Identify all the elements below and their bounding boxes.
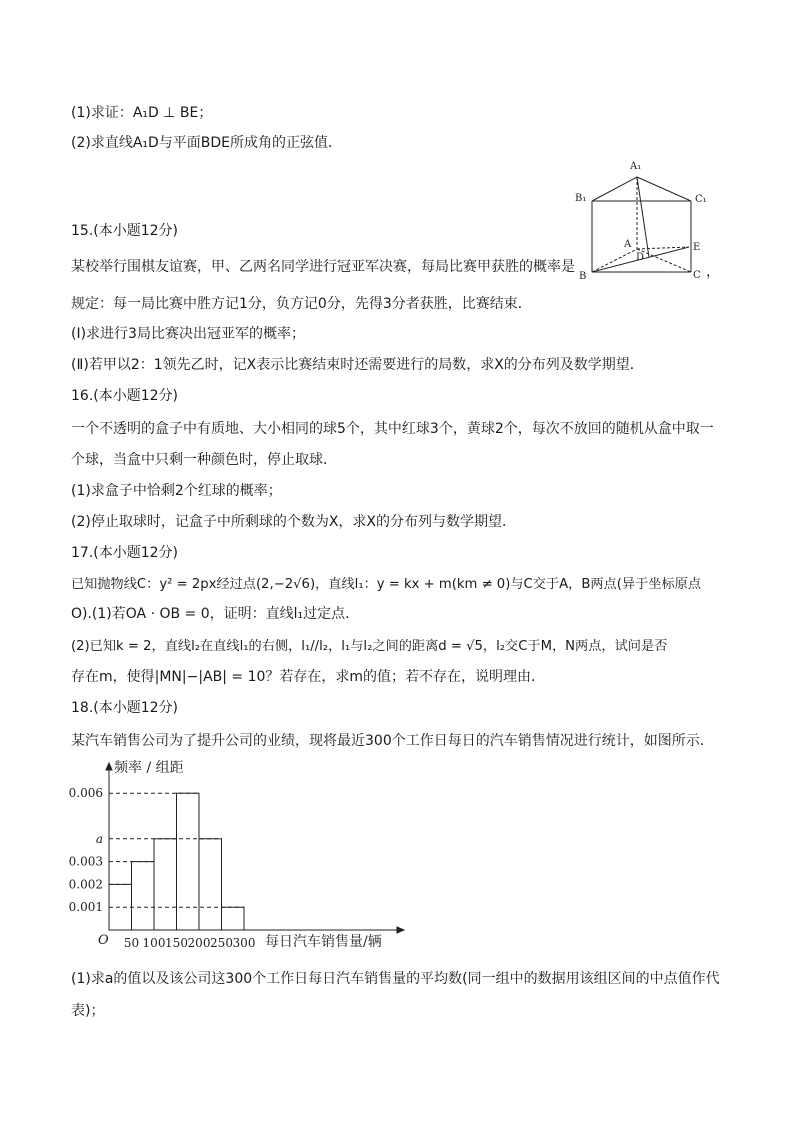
p18-question-1a: (1)求a的值以及该公司这300个工作日每日汽车销售量的平均数(同一组中的数据用该组区间的中点值作代 — [71, 971, 720, 987]
histogram-y-tick-1: 0.006 — [68, 786, 103, 801]
p17-line-2: O).(1)若OA · OB = 0，证明：直线l₁过定点． — [71, 606, 360, 622]
histogram-origin-label: O — [98, 933, 109, 948]
label-A1: A₁ — [630, 161, 642, 172]
label-C1: C₁ — [695, 194, 707, 205]
histogram-bar-5 — [199, 839, 222, 930]
p16-question-1: (1)求盒子中恰剩2个红球的概率； — [71, 483, 282, 499]
histogram-x-tick-3: 150 — [165, 936, 188, 950]
p18-heading: 18.(本小题12分) — [71, 700, 179, 716]
histogram-x-tick-1: 50 — [123, 936, 140, 950]
label-D: D — [636, 252, 645, 263]
histogram-bar-3 — [154, 839, 177, 930]
p15-stem-1-tail: ， — [706, 264, 720, 280]
p18-stem: 某汽车销售公司为了提升公司的业绩，现将最近300个工作日每日的汽车销售情况进行统计，如图所示． — [71, 733, 714, 749]
histogram-y-arrow — [106, 763, 112, 770]
p15-question-1: (Ⅰ)求进行3局比赛决出冠亚军的概率； — [71, 326, 305, 342]
p16-question-2: (2)停止取球时，记盒子中所剩球的个数为X，求X的分布列与数学期望． — [71, 514, 517, 530]
label-E: E — [693, 242, 701, 253]
label-A: A — [624, 239, 632, 250]
histogram-x-arrow — [397, 927, 404, 933]
p14-question-1: (1)求证：A₁D ⊥ BE； — [71, 105, 213, 121]
p16-stem-1: 一个不透明的盒子中有质地、大小相同的球5个，其中红球3个，黄球2个，每次不放回的随机从盒中取一 — [71, 421, 714, 437]
p18-question-1b: 表)； — [71, 1003, 105, 1019]
p16-stem-2: 个球，当盒中只剩一种颜色时，停止取球． — [71, 452, 337, 468]
histogram-y-tick-3: 0.003 — [68, 854, 103, 869]
p15-stem-2: 规定：每一局比赛中胜方记1分，负方记0分，先得3分者获胜，比赛结束． — [71, 296, 532, 312]
label-B1: B₁ — [575, 193, 587, 204]
p16-heading: 16.(本小题12分) — [71, 388, 179, 404]
histogram-x-tick-6: 300 — [232, 936, 256, 950]
histogram-bar-6 — [222, 907, 245, 930]
p17-line-4: 存在m，使得|MN|−|AB| = 10？若存在，求m的值；若不存在，说明理由． — [71, 669, 546, 685]
p17-line-1: 已知抛物线C：y² = 2px经过点(2,−2√6)，直线l₁：y = kx + m(km ≠ 0)与C交于A，B两点(异于坐标原点 — [71, 577, 702, 592]
label-B: B — [579, 271, 587, 282]
histogram-x-label: 每日汽车销售量/辆 — [265, 934, 382, 950]
p17-heading: 17.(本小题12分) — [71, 545, 179, 561]
p15-stem-1: 某校举行围棋友谊赛，甲、乙两名同学进行冠亚军决赛，每局比赛甲获胜的概率是 — [71, 259, 575, 275]
p15-heading: 15.(本小题12分) — [71, 223, 179, 239]
histogram-x-tick-4: 200 — [187, 936, 211, 950]
histogram-bar-4 — [177, 793, 200, 930]
histogram-x-tick-2: 100 — [142, 936, 166, 950]
histogram-x-tick-5: 250 — [210, 936, 233, 950]
histogram-y-tick-2: a — [95, 831, 103, 846]
histogram-y-label: 频率 / 组距 — [114, 760, 184, 776]
p15-question-2: (Ⅱ)若甲以2：1领先乙时，记X表示比赛结束时还需要进行的局数，求X的分布列及数学期望． — [71, 357, 644, 373]
p14-question-2: (2)求直线A₁D与平面BDE所成角的正弦值． — [71, 135, 343, 151]
p17-line-3: (2)已知k = 2，直线l₂在直线l₁的右侧，l₁//l₂，l₁与l₂之间的距离d = √5，l₂交C于M，N两点，试问是否 — [71, 639, 668, 654]
label-C: C — [693, 270, 701, 281]
histogram-y-tick-5: 0.001 — [68, 900, 103, 915]
prism-diagram — [570, 155, 720, 285]
frequency-histogram — [60, 758, 440, 958]
histogram-y-tick-4: 0.002 — [68, 877, 103, 892]
histogram-bar-2 — [132, 862, 155, 930]
